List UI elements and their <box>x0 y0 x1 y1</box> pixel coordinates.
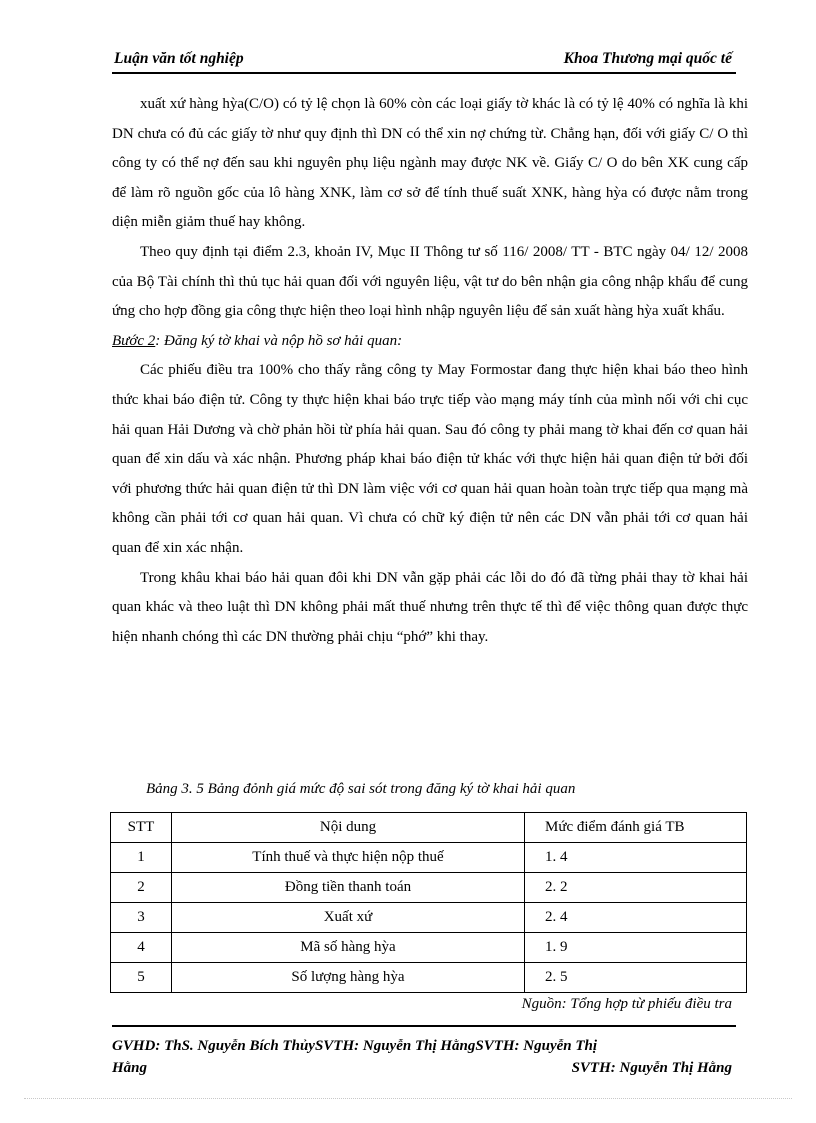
row-stt: 5 <box>111 963 172 993</box>
paragraph-co-documents: xuất xứ hàng hỳa(C/O) có tỷ lệ chọn là 60% còn các loại giấy tờ khác là có tỷ lệ 40% có nghĩa là khi DN chưa có đủ các giấy tờ như quy định thì DN có thể xin nợ chứng từ. Chẳng hạn, đối với giấy C/ O thì công ty có thể nợ đến sau khi nguyên phụ liệu ngành may được NK về. Giấy C/ O do bên XK cung cấp để làm rõ nguồn gốc của lô hàng XNK, làm cơ sở để tính thuế suất XNK, hàng hỳa có được nằm trong diện miễn giảm thuế hay không. <box>112 96 748 231</box>
paragraph-declaration-errors: Trong khâu khai báo hải quan đôi khi DN vẫn gặp phải các lỗi do đó đã từng phải thay tờ khai hải quan khác và theo luật thì DN không phải mất thuế nhưng trên thực tế thì để việc thông quan được thực hiện nhanh chóng thì các DN thường phải chịu “phớ” khi thay. <box>112 569 748 645</box>
row-stt: 3 <box>111 903 172 933</box>
row-score: 2. 2 <box>525 873 747 903</box>
page-footer <box>112 1025 736 1079</box>
error-evaluation-table <box>110 812 747 993</box>
row-content: Số lượng hàng hỳa <box>172 963 525 993</box>
page-bottom-divider <box>24 1098 792 1099</box>
step-2-label: Bước 2 <box>112 332 156 349</box>
header-faculty: Khoa Thương mại quốc tế <box>563 50 732 67</box>
header-score: Mức điểm đánh giá TB <box>525 813 747 843</box>
table-row <box>111 963 747 993</box>
step-2-heading <box>112 327 748 357</box>
footer-student-line <box>112 1057 736 1079</box>
header-thesis-title: Luận văn tốt nghiệp <box>114 50 244 67</box>
header-stt: STT <box>111 813 172 843</box>
row-content: Đồng tiền thanh toán <box>172 873 525 903</box>
header-content: Nội dung <box>172 813 525 843</box>
step-2-title: : Đăng ký tờ khai và nộp hồ sơ hải quan: <box>155 332 403 349</box>
row-score: 1. 4 <box>525 843 747 873</box>
row-content: Mã số hàng hỳa <box>172 933 525 963</box>
table-source: Nguồn: Tổng hợp từ phiếu điều tra <box>521 996 732 1012</box>
paragraph-circular-116: Theo quy định tại điểm 2.3, khoản IV, Mục II Thông tư số 116/ 2008/ TT - BTC ngày 04/ 12/ 2008 của Bộ Tài chính thì thủ tục hải quan đối với nguyên liệu, vật tư do bên nhận gia công nhập khẩu để cung ứng cho hợp đồng gia công thực hiện theo loại hình nhập nguyên liệu để sản xuất hàng hỳa xuất khẩu. <box>112 243 748 320</box>
row-score: 2. 4 <box>525 903 747 933</box>
table-caption: Bảng 3. 5 Bảng đỏnh giá mức độ sai sót trong đăng ký tờ khai hải quan <box>146 781 576 797</box>
row-stt: 1 <box>111 843 172 873</box>
table-row <box>111 843 747 873</box>
footer-name-continued: Hằng <box>112 1060 148 1076</box>
table-row <box>111 933 747 963</box>
row-stt: 2 <box>111 873 172 903</box>
table-header-row <box>111 813 747 843</box>
row-content: Xuất xứ <box>172 903 525 933</box>
paragraph-electronic-declaration: Các phiếu điều tra 100% cho thấy rằng công ty May Formostar đang thực hiện khai báo theo hình thức khai báo điện tử. Công ty thực hiện khai báo trực tiếp vào mạng máy tính của mình nối với chi cục hải quan Hải Dương và chờ phản hồi từ phía hải quan. Sau đó công ty phải mang tờ khai đến cơ quan hải quan để xin dấu và xác nhận. Phương pháp khai báo điện tử khác với thực hiện hải quan điện tử bởi đối với phương thức hải quan điện tử thì DN làm việc với cơ quan hải quan hoàn toàn trực tiếp qua mạng mà không cần phải tới cơ quan hải quan. Vì chưa có chữ ký điện tử nên các DN vẫn phải tới cơ quan hải quan để xin xác nhận. <box>112 362 748 556</box>
table-row <box>111 873 747 903</box>
row-stt: 4 <box>111 933 172 963</box>
document-body <box>112 90 748 652</box>
row-score: 2. 5 <box>525 963 747 993</box>
row-content: Tính thuế và thực hiện nộp thuế <box>172 843 525 873</box>
footer-advisor-line: GVHD: ThS. Nguyễn Bích ThủySVTH: Nguyễn Thị HằngSVTH: Nguyễn Thị <box>112 1038 598 1054</box>
table-row <box>111 903 747 933</box>
row-score: 1. 9 <box>525 933 747 963</box>
page-header <box>112 46 736 74</box>
footer-student: SVTH: Nguyễn Thị Hằng <box>571 1060 732 1076</box>
